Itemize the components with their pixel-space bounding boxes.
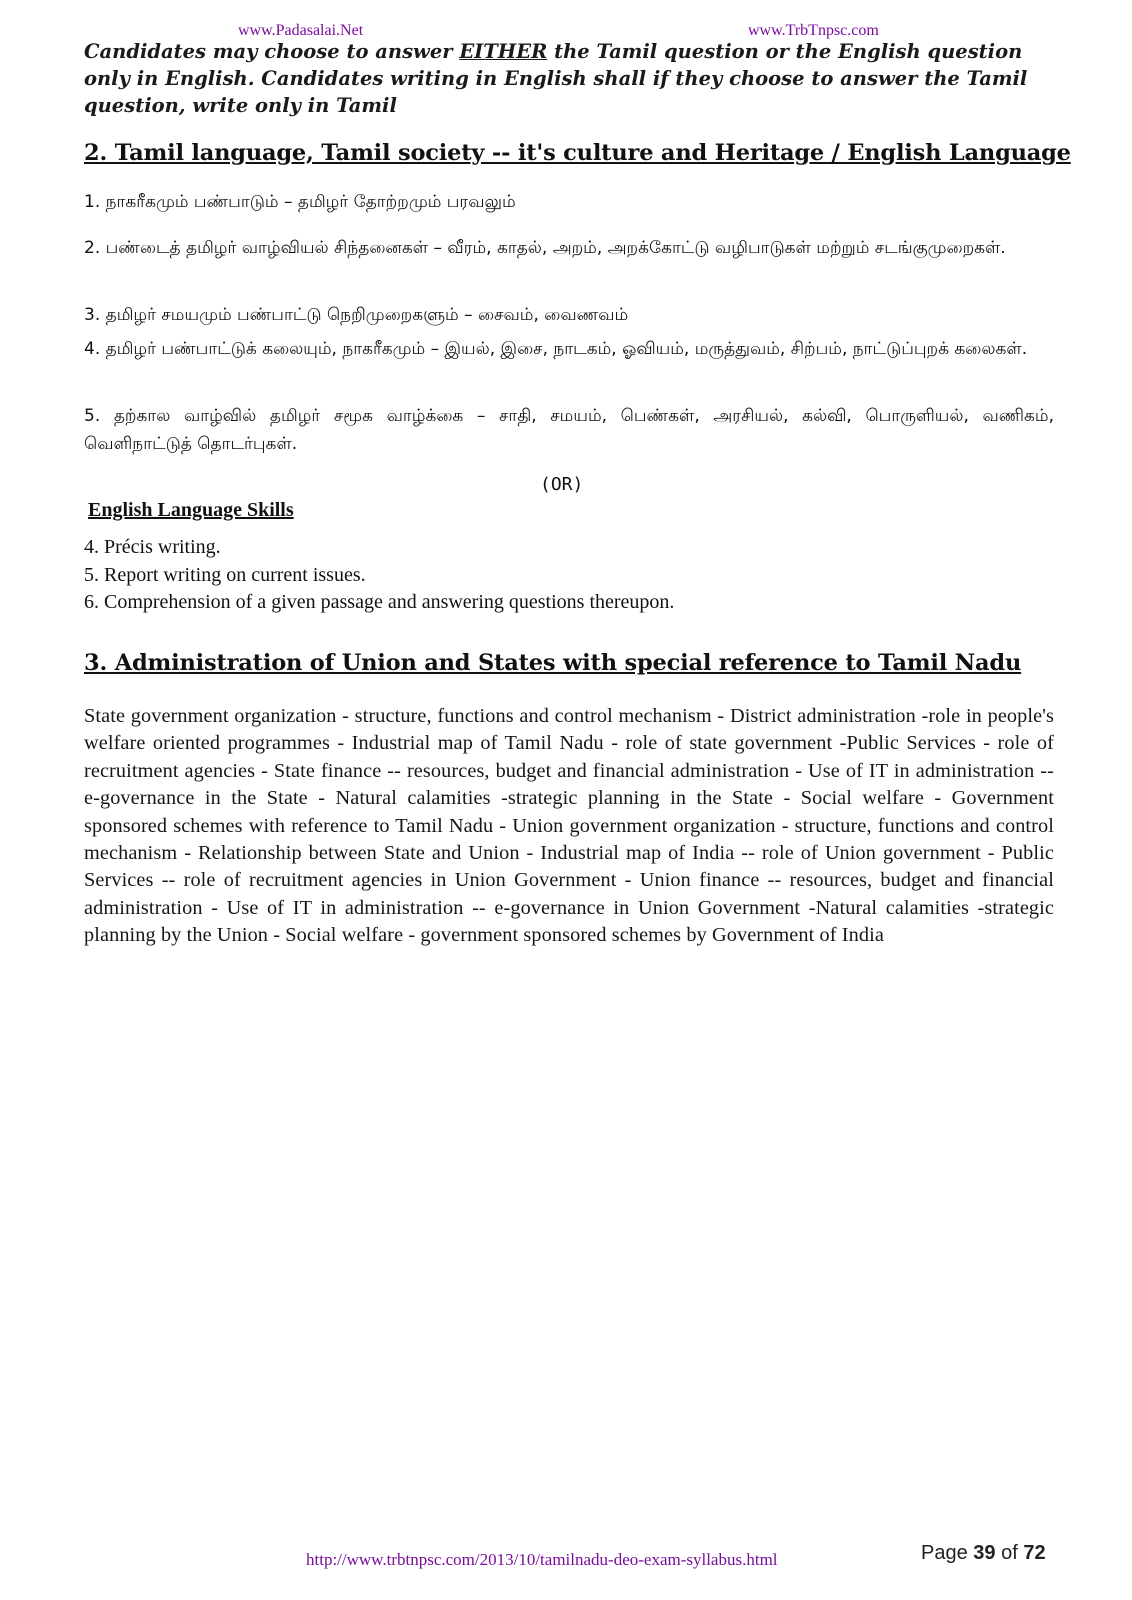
- section-3-title: 3. Administration of Union and States with special reference to Tamil Nadu: [84, 650, 1022, 676]
- intro-or: or: [765, 40, 789, 63]
- watermark-right: www.TrbTnpsc.com: [748, 22, 879, 39]
- intro-part1: Candidates may choose to answer: [84, 40, 460, 63]
- page-number: [921, 1542, 1046, 1565]
- page-of: of: [1001, 1542, 1018, 1564]
- list-item: 6. Comprehension of a given passage and answering questions thereupon.: [84, 591, 675, 613]
- section-2-title: 2. Tamil language, Tamil society -- it's culture and Heritage / English Language: [84, 140, 1071, 166]
- english-skills-list: [84, 534, 674, 617]
- tamil-item-5: 5. தற்கால வாழ்வில் தமிழர் சமூக வாழ்க்கை – சாதி, சமயம், பெண்கள், அரசியல், கல்வி, பொருளியல், வணிகம், வெளிநாட்டுத் தொடர்புகள்.: [84, 406, 1054, 454]
- intro-part3: the English question only in English. Candidates writing in English shall if they choose to answer the Tamil question, write only in Tamil: [84, 40, 1028, 117]
- intro-part2: the Tamil question: [547, 40, 766, 63]
- tamil-item-1: 1. நாகரீகமும் பண்பாடும் – தமிழர் தோற்றமும் பரவலும்: [84, 192, 516, 212]
- list-item: 5. Report writing on current issues.: [84, 563, 366, 586]
- section-3-body: State government organization - structure, functions and control mechanism - District administration -role in people's welfare oriented programmes - Industrial map of Tamil Nadu - role of state government -Public Services - role of recruitment agencies - State finance -- resources, budget and financial administration - Use of IT in administration -- e-governance in the State - Natural calamities -strategic planning in the State - Social welfare - Government sponsored schemes with reference to Tamil Nadu - Union government organization - structure, functions and control mechanism - Relationship between State and Union - Industrial map of India -- role of Union government - Public Services -- role of recruitment agencies in Union Government - Union finance -- resources, budget and financial administration - Use of IT in administration -- e-governance in Union Government -Natural calamities -strategic planning by the Union - Social welfare - government sponsored schemes by Government of India: [84, 705, 1054, 947]
- intro-either: EITHER: [459, 40, 548, 63]
- tamil-item-3: 3. தமிழர் சமயமும் பண்பாட்டு நெறிமுறைகளும் – சைவம், வைணவம்: [84, 305, 629, 325]
- intro-paragraph: [84, 38, 1054, 119]
- watermark-left: www.Padasalai.Net: [238, 22, 364, 39]
- list-item: 4. Précis writing.: [84, 536, 221, 558]
- tamil-item-2: 2. பண்டைத் தமிழர் வாழ்வியல் சிந்தனைகள் – வீரம், காதல், அறம், அறக்கோட்டு வழிபாடுகள் மற்றும் சடங்குமுறைகள்.: [84, 238, 1006, 258]
- page-total: 72: [1023, 1542, 1046, 1564]
- english-skills-heading: English Language Skills: [88, 499, 294, 521]
- or-separator: (OR): [540, 474, 584, 495]
- page-label: Page: [921, 1542, 968, 1564]
- page-current: 39: [973, 1542, 996, 1564]
- tamil-item-4: 4. தமிழர் பண்பாட்டுக் கலையும், நாகரீகமும் – இயல், இசை, நாடகம், ஓவியம், மருத்துவம், சிற்பம், நாட்டுப்புறக் கலைகள்.: [84, 339, 1028, 359]
- footer-url-link[interactable]: http://www.trbtnpsc.com/2013/10/tamilnadu-deo-exam-syllabus.html: [306, 1550, 778, 1569]
